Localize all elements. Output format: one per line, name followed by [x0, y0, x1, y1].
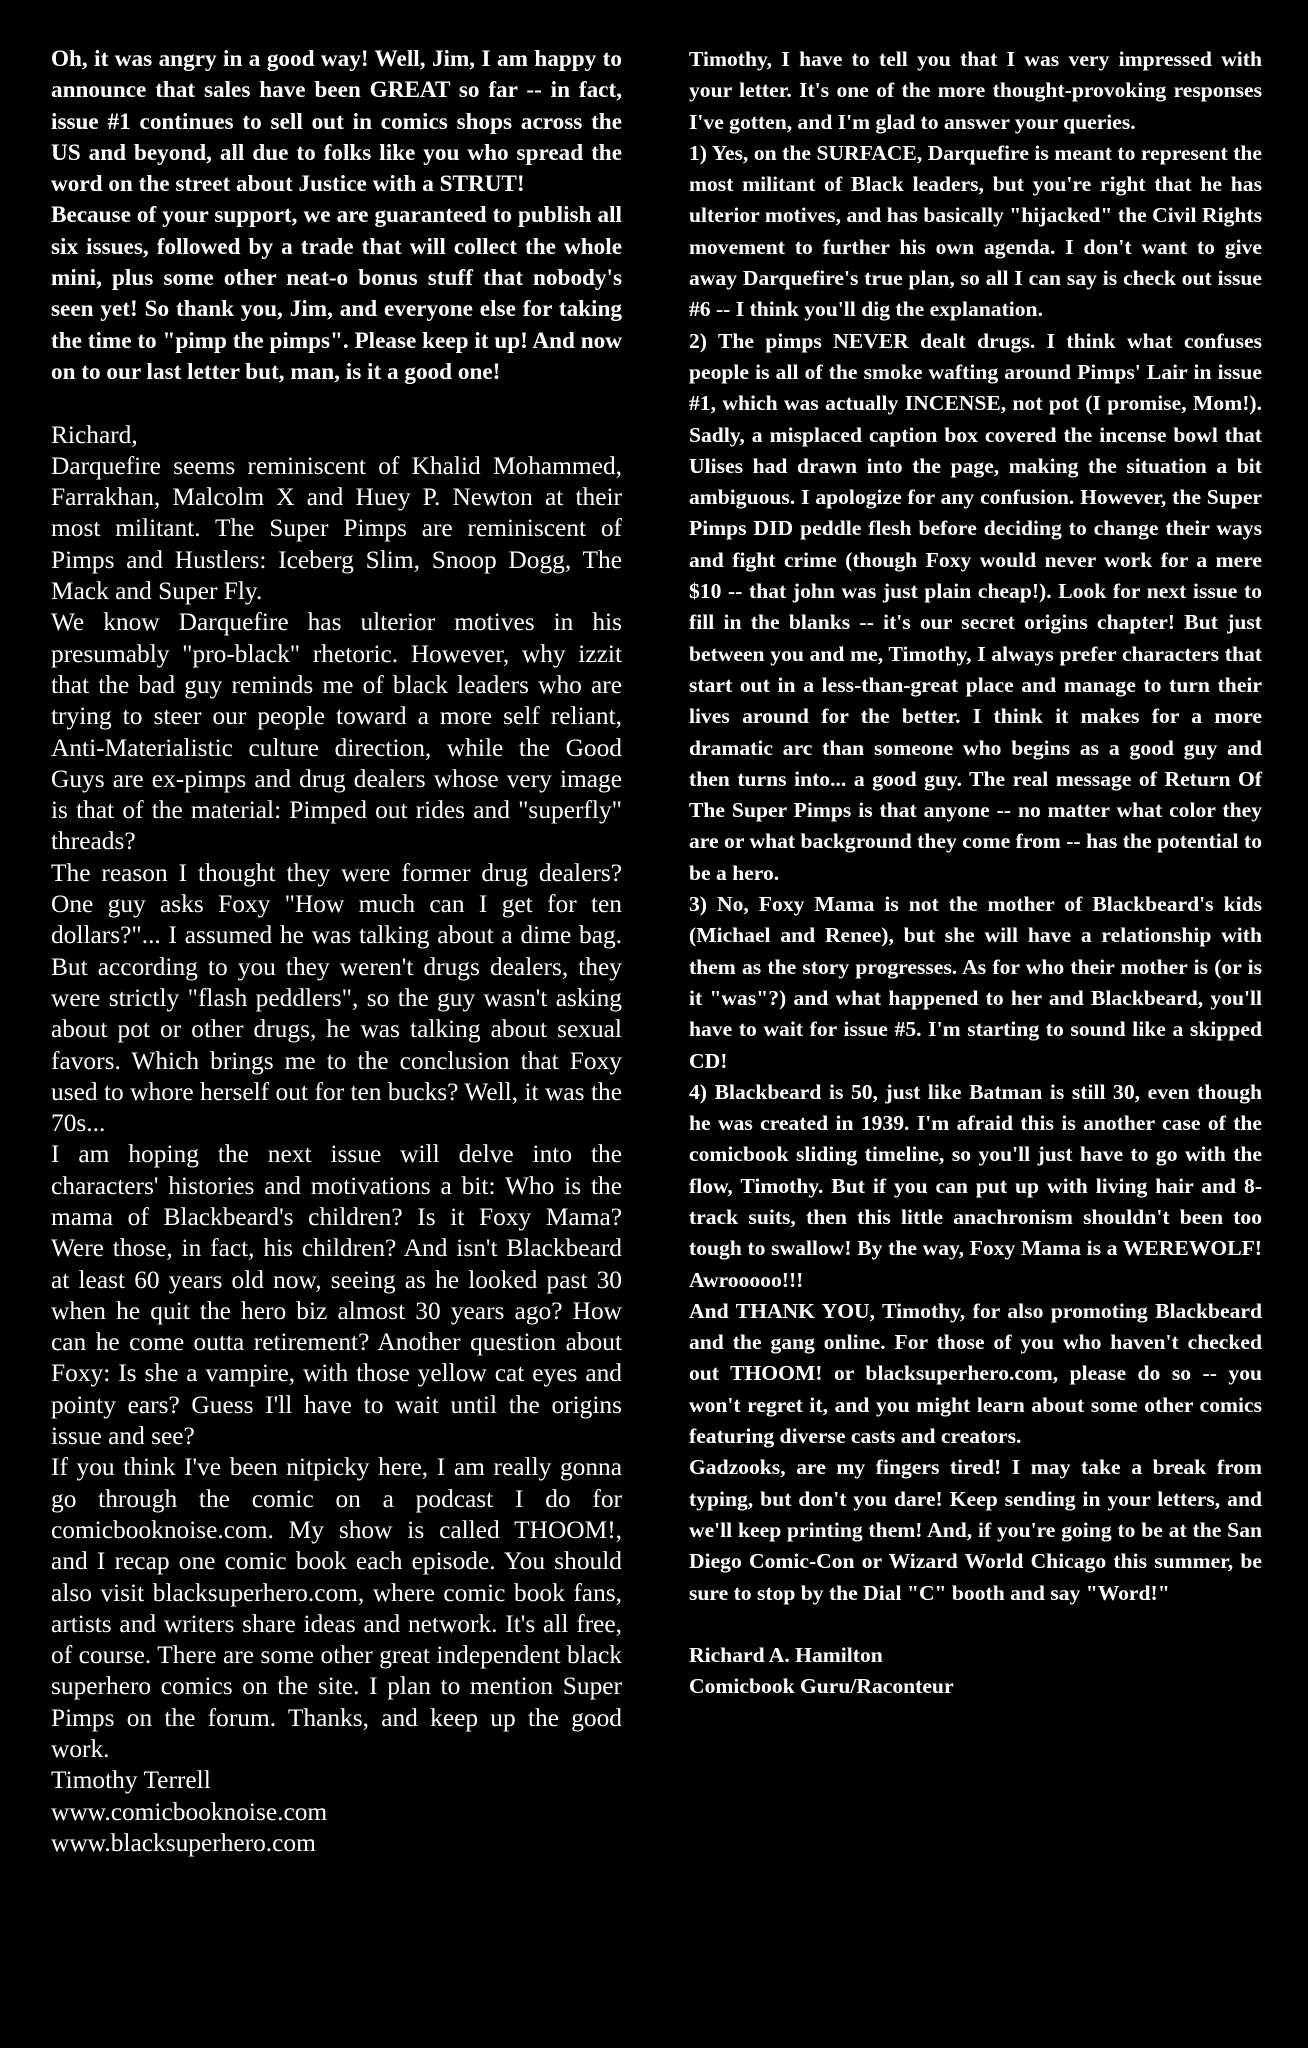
spacer — [51, 388, 622, 419]
signature-title: Comicbook Guru/Raconteur — [689, 1674, 954, 1699]
reply-paragraph: 2) The pimps NEVER dealt drugs. I think what confuses people is all of the smoke wafting around Pimps' Lair in issue #1, which was actually INCENSE, not pot (I promise, Mom!). Sadly, a misplaced caption box covered the incense bowl that Ulises had drawn into the page, making the situation a bit ambiguous. I apologize for any confusion. However, the Super Pimps DID peddle flesh before deciding to change their ways and fight crime (though Foxy would never work for a mere $10 -- that john was just plain cheap!). Look for next issue to fill in the blanks -- it's our secret origins chapter! But just between you and me, Timothy, I always prefer characters that start out in a less-than-great place and manage to turn their lives around for the better. I think it makes for a more dramatic arc than someone who begins as a good guy and then turns into... a good guy. The real message of Return Of The Super Pimps is that anyone -- no matter what color they are or what background they come from -- has the potential to be a hero. — [689, 328, 1262, 885]
reply-paragraph: 4) Blackbeard is 50, just like Batman is still 30, even though he was created in 1939. I'm afraid this is another case of the comicbook sliding timeline, so you'll just have to go with the flow, Timothy. But if you can put up with living hair and 8-track suits, then this little anachronism shouldn't been too tough to swallow! By the way, Foxy Mama is a WEREWOLF! Awrooooo!!! — [689, 1079, 1262, 1292]
reply-paragraph: And THANK YOU, Timothy, for also promoting Blackbeard and the gang online. For those of you who haven't checked out THOOM! or blacksuperhero.com, please do so -- you won't regret it, and you might learn about some other comics featuring diverse casts and creators. — [689, 1298, 1262, 1449]
spacer — [689, 1609, 1262, 1640]
letter-paragraph: We know Darquefire has ulterior motives in his presumably "pro-black" rhetoric. However, why izzit that the bad guy reminds me of black leaders who are trying to steer our people toward a more self reliant, Anti-Materialistic culture direction, while the Good Guys are ex-pimps and drug dealers whose very image is that of the material: Pimped out rides and "superfly" threads? — [51, 608, 622, 856]
response-paragraph: Because of your support, we are guaranteed to publish all six issues, followed by a trade that will collect the whole mini, plus some other neat-o bonus stuff that nobody's seen yet! So thank you, Jim, and everyone else for taking the time to "pimp the pimps". Please keep it up! And now on to our last letter but, man, is it a good one! — [51, 202, 622, 385]
reply-paragraph: 1) Yes, on the SURFACE, Darquefire is meant to represent the most militant of Black leaders, but you're right that he has ulterior motives, and has basically "hijacked" the Civil Rights movement to further his own agenda. I don't want to give away Darquefire's true plan, so all I can say is check out issue #6 -- I think you'll dig the explanation. — [689, 140, 1262, 322]
letter-author: Timothy Terrell — [51, 1766, 211, 1795]
letter-link: www.comicbooknoise.com — [51, 1797, 328, 1826]
letter-paragraph: If you think I've been nitpicky here, I am really gonna go through the comic on a podcast I do for comicbooknoise.com. My show is called THOOM!, and I recap one comic book each episode. You should also visit blacksuperhero.com, where comic book fans, artists and writers share ideas and network. It's all free, of course. There are some other great independent black superhero comics on the site. I plan to mention Super Pimps on the forum. Thanks, and keep up the good work. — [51, 1453, 622, 1764]
right-column — [689, 44, 1262, 1703]
left-column — [51, 44, 622, 1859]
reply-paragraph: Gadzooks, are my fingers tired! I may take a break from typing, but don't you dare! Keep sending in your letters, and we'll keep printing them! And, if you're going to be at the San Diego Comic-Con or Wizard World Chicago this summer, be sure to stop by the Dial "C" booth and say "Word!" — [689, 1455, 1262, 1605]
letter-paragraph: The reason I thought they were former drug dealers? One guy asks Foxy "How much can I get for ten dollars?"... I assumed he was talking about a dime bag. But according to you they weren't drugs dealers, they were strictly "flash peddlers", so the guy wasn't asking about pot or other drugs, he was talking about sexual favors. Which brings me to the conclusion that Foxy used to whore herself out for ten bucks? Well, it was the 70s... — [51, 858, 622, 1138]
letter-paragraph: I am hoping the next issue will delve into the characters' histories and motivations a bit: Who is the mama of Blackbeard's children? Is it Foxy Mama? Were those, in fact, his children? And isn't Blackbeard at least 60 years old now, seeing as he looked past 30 when he quit the hero biz almost 30 years ago? How can he come outta retirement? Another question about Foxy: Is she a vampire, with those yellow cat eyes and pointy ears? Guess I'll have to wait until the origins issue and see? — [51, 1140, 622, 1451]
response-paragraph: Oh, it was angry in a good way! Well, Jim, I am happy to announce that sales have been GREAT so far -- in fact, issue #1 continues to sell out in comics shops across the US and beyond, all due to folks like you who spread the word on the street about Justice with a STRUT! — [51, 46, 622, 198]
letter-paragraph: Darquefire seems reminiscent of Khalid Mohammed, Farrakhan, Malcolm X and Huey P. Newton at their most militant. The Super Pimps are reminiscent of Pimps and Hustlers: Iceberg Slim, Snoop Dogg, The Mack and Super Fly. — [51, 451, 622, 606]
letter-salutation: Richard, — [51, 420, 138, 449]
reply-paragraph: 3) No, Foxy Mama is not the mother of Blackbeard's kids (Michael and Renee), but she will have a relationship with them as the story progresses. As for who their mother is (or is it "was"?) and what happened to her and Blackbeard, you'll have to wait for issue #5. I'm starting to sound like a skipped CD! — [689, 892, 1262, 1073]
letter-link: www.blacksuperhero.com — [51, 1828, 316, 1857]
signature-name: Richard A. Hamilton — [689, 1643, 883, 1668]
reply-paragraph: Timothy, I have to tell you that I was very impressed with your letter. It's one of the more thought-provoking responses I've gotten, and I'm glad to answer your queries. — [689, 47, 1262, 134]
